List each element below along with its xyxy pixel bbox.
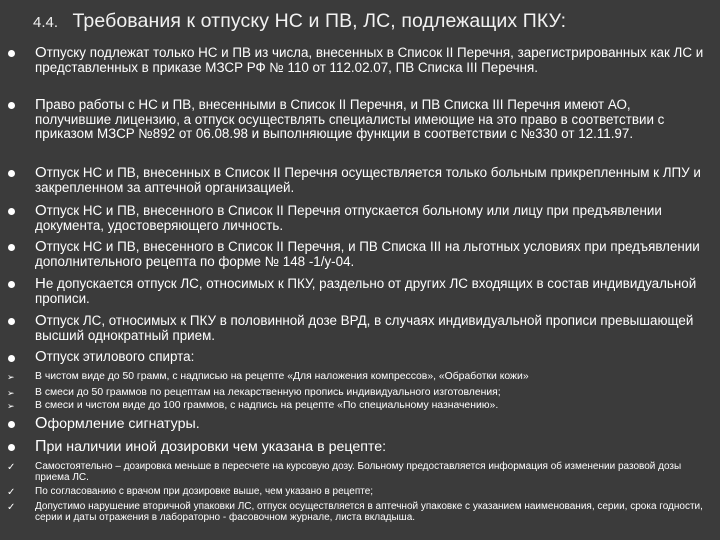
disc-bullet-icon [8, 102, 15, 109]
disc-bullet-icon [8, 244, 15, 251]
title-text: Требования к отпуску НС и ПВ, ЛС, подлежащих ПКУ: [72, 10, 567, 32]
sub-list-item-text: Самостоятельно – дозировка меньше в пересчете на курсовую дозу. Больному предоставляется информация об изменении разовой дозы приема ЛС. [35, 461, 682, 483]
list-item-text: Не допускается отпуск ЛС, относимых к ПКУ, раздельно от других ЛС входящих в состав индивидуальной прописи. [35, 275, 697, 306]
list-item-text: Отпуску подлежат только НС и ПВ из числа, внесенных в Список II Перечня, зарегистрированных как ЛС и представленных в приказе МЗСР РФ № 110 от 112.02.07, ПВ Списка III Перечня. [35, 44, 704, 75]
arrow-bullet-icon: ➢ [7, 401, 15, 411]
disc-bullet-icon [8, 170, 15, 177]
arrow-bullet-icon: ➢ [7, 388, 15, 398]
disc-bullet-icon [8, 444, 15, 451]
sub-list-item-text: По согласованию с врачом при дозировке выше, чем указано в рецепте; [35, 486, 374, 497]
disc-bullet-icon [8, 355, 15, 362]
check-bullet-icon: ✓ [7, 502, 16, 513]
list-item-text: Отпуск НС и ПВ, внесенного в Список II Перечня, и ПВ Списка III на льготных условиях при предъявлении дополнительного рецепта по форме № 148 -1/у-04. [35, 238, 700, 269]
arrow-bullet-icon: ➢ [7, 372, 15, 382]
disc-bullet-icon [8, 281, 15, 288]
slide-title [33, 10, 713, 40]
disc-bullet-icon [8, 318, 15, 325]
list-item-text: Отпуск НС и ПВ, внесенного в Список II Перечня отпускается больному или лицу при предъявлении документа, удостоверяющего личность. [35, 202, 662, 233]
list-item-text: Отпуск этилового спирта: [35, 348, 195, 365]
disc-bullet-icon [8, 208, 15, 215]
sub-list-item-text: В смеси и чистом виде до 100 граммов, с надпись на рецепте «По специальному назначению». [35, 400, 499, 411]
disc-bullet-icon [8, 421, 15, 428]
check-bullet-icon: ✓ [7, 487, 16, 498]
disc-bullet-icon [8, 50, 15, 57]
list-item-text: Оформление сигнатуры. [35, 415, 200, 432]
sub-list-item-text: Допустимо нарушение вторичной упаковки ЛС, отпуск осуществляется в аптечной упаковке с указанием наименования, серии, срока годности, серии и даты отражения в лабораторно - фасовочном журнале, листа вкладыша. [35, 501, 703, 523]
title-number: 4.4. [33, 14, 59, 31]
list-item-text: При наличии иной дозировки чем указана в рецепте: [35, 438, 387, 455]
check-bullet-icon: ✓ [7, 462, 16, 473]
sub-list-item-text: В смеси до 50 граммов по рецептам на лекарственную пропись индивидуального изготовления; [35, 387, 501, 398]
list-item-text: Отпуск НС и ПВ, внесенных в Список II Перечня осуществляется только больным прикрепленным к ЛПУ и закрепленном за аптечной организацией. [35, 164, 701, 195]
list-item-text: Отпуск ЛС, относимых к ПКУ в половинной дозе ВРД, в случаях индивидуальной прописи превышающей высший однократный прием. [35, 312, 694, 343]
list-item-text: Право работы с НС и ПВ, внесенными в Список II Перечня, и ПВ Списка III Перечня имеют АО, получившие лицензию, а отпуск осуществлять специалисты имеющие на это право в соответствии с приказом МЗСР №892 от 06.08.98 и выполняющие функции в соответствии с №330 от 12.11.97. [35, 96, 665, 142]
sub-list-item-text: В чистом виде до 50 грамм, с надписью на рецепте «Для наложения компрессов», «Обработки кожи» [35, 371, 529, 382]
